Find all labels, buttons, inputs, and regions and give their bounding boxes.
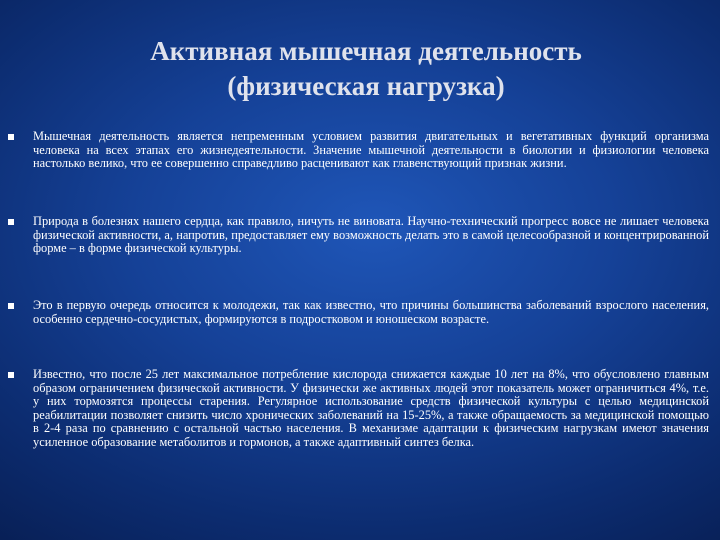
square-bullet-icon [8, 134, 14, 140]
slide-title-line-2: (физическая нагрузка) [227, 71, 505, 101]
bullet-text-1: Мышечная деятельность является непременным условием развития двигательных и вегетативных функций организма человека на всех этапах его жизнедеятельности. Значение мышечной деятельности в биологии и физиологии человека настолько велико, что ее совершенно справедливо расценивают как главенствующий признак жизни. [33, 129, 709, 170]
square-bullet-icon [8, 219, 14, 225]
bullet-text-3: Это в первую очередь относится к молодежи, так как известно, что причины большинства заболеваний взрослого населения, особенно сердечно-сосудистых, формируются в подростковом и юношеском возрасте. [33, 298, 709, 326]
bullet-text-2: Природа в болезнях нашего сердца, как правило, ничуть не виновата. Научно-технический прогресс вовсе не лишает человека физической активности, а, напротив, предоставляет ему возможность делать это в самой целесообразной и концентрированной форме – в форме физической культуры. [33, 214, 709, 255]
slide-title-line-1: Активная мышечная деятельность [150, 36, 582, 66]
bullet-text-4: Известно, что после 25 лет максимальное потребление кислорода снижается каждые 10 лет на 8%, что обусловлено главным образом ограничением физической активности. У физически же активных людей этот показатель может ограничиться 4%, т.е. у них тормозятся процессы старения. Регулярное использование средств физической культуры с целью медицинской реабилитации позволяет снизить число хронических заболеваний на 15-25%, а также обращаемость за медицинской помощью в 2-4 раза по сравнению с остальной частью населения. В механизме адаптации к физическим нагрузкам имеют значения усиленное образование метаболитов и гормонов, а также адаптивный синтез белка. [33, 367, 709, 449]
square-bullet-icon [8, 303, 14, 309]
square-bullet-icon [8, 372, 14, 378]
